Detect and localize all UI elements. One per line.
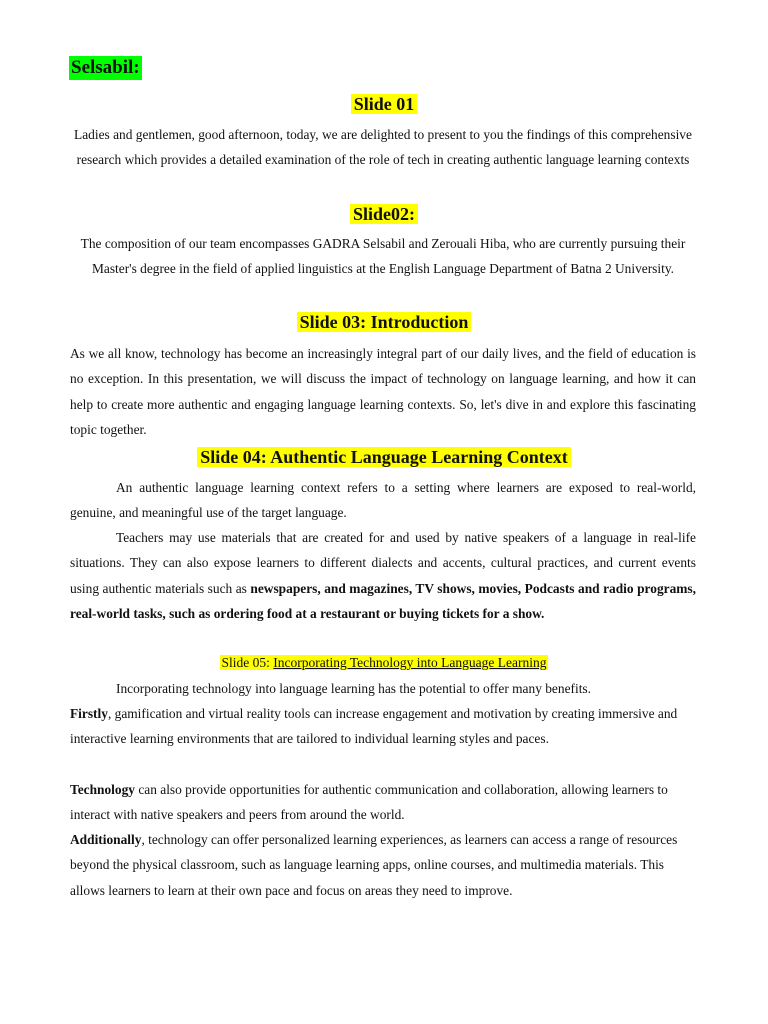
slide04-examples: newspapers, and magazines, TV shows, movies, Podcasts and radio programs, real-world tasks, such as ordering food at a restaurant or buying tickets for a show. (70, 580, 696, 621)
slide05-paragraph-3: Technology can also provide opportunities for authentic communication and collaboration, allowing learners to interact with native speakers and peers from around the world. (70, 782, 668, 823)
slide01-text: Ladies and gentlemen, good afternoon, today, we are delighted to present to you the findings of this comprehensive research which provides a detailed examination of the role of tech in creating authentic language learning contexts (74, 127, 692, 168)
technology-label: Technology (70, 782, 135, 797)
slide05-heading-prefix: Slide 05: (221, 655, 270, 670)
slide01-heading: Slide 01 (0, 92, 768, 116)
slide02-text: The composition of our team encompasses GADRA Selsabil and Zerouali Hiba, who are currently pursuing their Master's degree in the field of applied linguistics at the English Language Department of Batna 2 University. (80, 236, 686, 277)
slide03-text: As we all know, technology has become an increasingly integral part of our daily lives, and the field of education is no exception. In this presentation, we will discuss the impact of technology on language learning, and how it can help to create more authentic and engaging language learning contexts. So, let's dive in and explore this fascinating topic together. (70, 346, 696, 437)
slide03-heading: Slide 03: Introduction (0, 310, 768, 334)
author-label: Selsabil: (71, 57, 140, 78)
slide05-paragraph-1: Incorporating technology into language learning has the potential to offer many benefits. (116, 681, 591, 696)
slide04-paragraph-1: An authentic language learning context refers to a setting where learners are exposed to real-world, genuine, and meaningful use of the target language. (70, 480, 696, 521)
firstly-label: Firstly (70, 706, 108, 721)
slide04-heading: Slide 04: Authentic Language Learning Context (0, 445, 768, 469)
slide05-paragraph-4: Additionally, technology can offer personalized learning experiences, as learners can access a range of resources beyond the physical classroom, such as language learning apps, online courses, and multimedia materials. This allows learners to learn at their own pace and focus on areas they need to improve. (70, 832, 678, 898)
slide05-paragraph-2: Firstly, gamification and virtual reality tools can increase engagement and motivation by creating immersive and interactive learning environments that are tailored to individual learning styles and paces. (70, 706, 678, 747)
slide04-paragraph-2: Teachers may use materials that are created for and used by native speakers of a language in real-life situations. They can also expose learners to different dialects and accents, cultural practices, and current events using authentic materials such as newspapers, and magazines, TV shows, movies, Podcasts and radio programs, real-world tasks, such as ordering food at a restaurant or buying tickets for a show. (70, 530, 696, 621)
additionally-label: Additionally (70, 832, 142, 847)
slide02-heading: Slide02: (0, 202, 768, 226)
slide05-heading-title: Incorporating Technology into Language Learning (273, 655, 547, 670)
slide05-heading (0, 654, 768, 672)
